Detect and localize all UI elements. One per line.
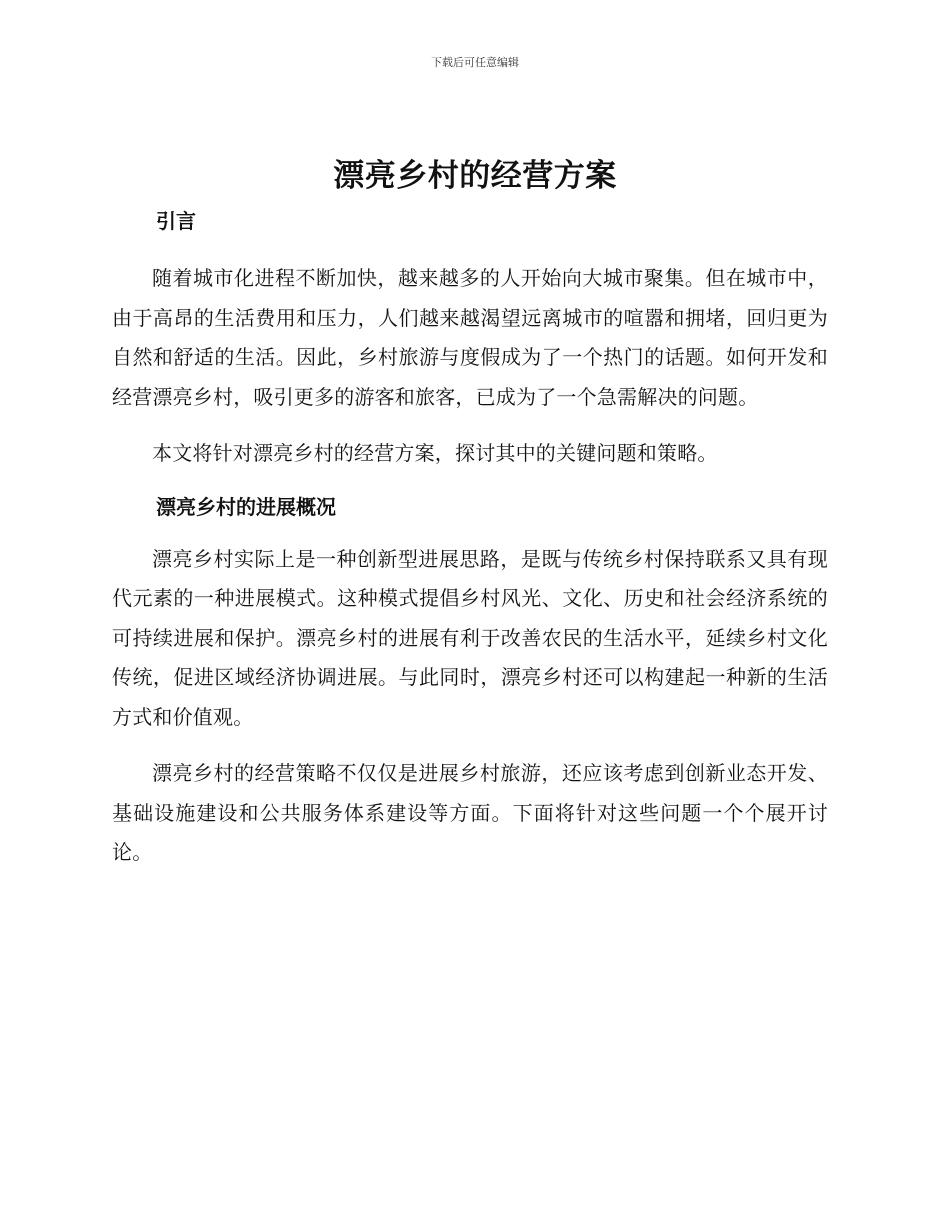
paragraph: 漂亮乡村实际上是一种创新型进展思路，是既与传统乡村保持联系又具有现代元素的一种进展模式。这种模式提倡乡村风光、文化、历史和社会经济系统的可持续进展和保护。漂亮乡村的进展有利于改善农民的生活水平，延续乡村文化传统，促进区域经济协调进展。与此同时，漂亮乡村还可以构建起一种新的生活方式和价值观。 [112, 546, 828, 729]
paragraph: 本文将针对漂亮乡村的经营方案，探讨其中的关键问题和策略。 [152, 441, 718, 465]
header-note: 下载后可任意编辑 [431, 56, 519, 69]
document-body [112, 205, 828, 873]
document-title: 漂亮乡村的经营方案 [333, 158, 617, 194]
section-heading-development-overview: 漂亮乡村的进展概况 [156, 494, 336, 519]
section-heading-introduction: 引言 [156, 209, 196, 233]
paragraph: 漂亮乡村的经营策略不仅仅是进展乡村旅游，还应该考虑到创新业态开发、基础设施建设和公共服务体系建设等方面。下面将针对这些问题一个个展开讨论。 [112, 761, 828, 864]
paragraph: 随着城市化进程不断加快，越来越多的人开始向大城市聚集。但在城市中，由于高昂的生活费用和压力，人们越来越渴望远离城市的喧嚣和拥堵，回归更为自然和舒适的生活。因此，乡村旅游与度假成为了一个热门的话题。如何开发和经营漂亮乡村，吸引更多的游客和旅客，已成为了一个急需解决的问题。 [112, 266, 828, 409]
